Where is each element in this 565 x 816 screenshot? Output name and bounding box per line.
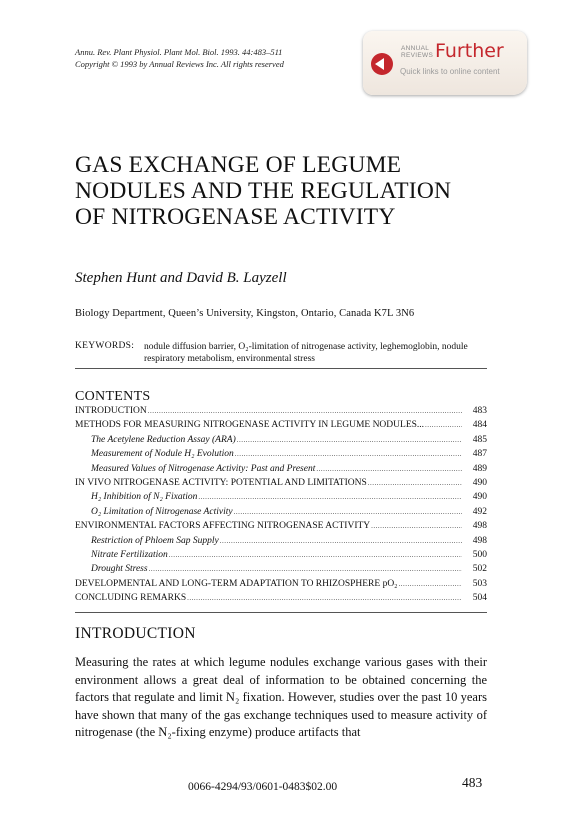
toc-item[interactable]: Restriction of Phloem Sap Supply ..... 498 [75, 536, 487, 550]
further-label: Further [435, 40, 504, 62]
toc-item[interactable]: Drought Stress ..... 502 [75, 564, 487, 578]
toc-item[interactable]: Measured Values of Nitrogenase Activity: Past and Present ..... 489 [75, 464, 487, 478]
toc-item[interactable]: INTRODUCTION ..... 483 [75, 406, 487, 420]
introduction-paragraph: Measuring the rates at which legume nodules exchange various gases with their environment allows a great deal of information to be obtained concerning the factors that regulate and limit N₂ fixation. However, studies over the past 10 years have shown that many of the gas exchange techniques used to measure activity of nitrogenase (the N₂-fixing enzyme) produce artifacts that [75, 655, 487, 740]
contents-heading: CONTENTS [75, 389, 151, 404]
further-badge[interactable] [363, 31, 527, 95]
toc-item[interactable]: CONCLUDING REMARKS ..... 504 [75, 593, 487, 607]
page-number: 483 [462, 775, 483, 790]
toc-item[interactable]: The Acetylene Reduction Assay (ARA) ..... 485 [75, 435, 487, 449]
keywords-divider [75, 368, 487, 369]
journal-citation: Annu. Rev. Plant Physiol. Plant Mol. Biol. 1993. 44:483–511 [75, 47, 283, 57]
journal-copyright: Copyright © 1993 by Annual Reviews Inc. All rights reserved [75, 59, 284, 69]
toc-item[interactable]: O₂ Limitation of Nitrogenase Activity ..... 492 [75, 507, 487, 521]
section-heading-introduction: INTRODUCTION [75, 625, 196, 642]
keywords-label: KEYWORDS: [75, 341, 135, 351]
toc-item[interactable]: METHODS FOR MEASURING NITROGENASE ACTIVITY IN LEGUME NODULES... ..... 484 [75, 420, 487, 434]
toc-item[interactable]: Nitrate Fertilization ..... 500 [75, 550, 487, 564]
toc-item[interactable]: Measurement of Nodule H₂ Evolution ..... 487 [75, 449, 487, 463]
further-subtitle: Quick links to online content [400, 67, 500, 76]
toc-item[interactable]: DEVELOPMENTAL AND LONG-TERM ADAPTATION TO RHIZOSPHERE pO₂ ..... 503 [75, 579, 487, 593]
authors: Stephen Hunt and David B. Layzell [75, 270, 287, 286]
keywords-text: nodule diffusion barrier, O₂-limitation of nitrogenase activity, leghemoglobin, nodule respiratory metabolism, environmental stress [144, 342, 468, 364]
annual-reviews-logo: ANNUAL REVIEWS [401, 45, 434, 59]
play-back-icon [371, 53, 393, 75]
toc-item[interactable]: ENVIRONMENTAL FACTORS AFFECTING NITROGENASE ACTIVITY ..... 498 [75, 521, 487, 535]
journal-header [75, 46, 284, 70]
table-of-contents [75, 406, 487, 607]
affiliation: Biology Department, Queen’s University, Kingston, Ontario, Canada K7L 3N6 [75, 308, 415, 319]
article-title: GAS EXCHANGE OF LEGUME NODULES AND THE REGULATION OF NITROGENASE ACTIVITY [75, 152, 452, 230]
issn-code: 0066-4294/93/0601-0483$02.00 [188, 781, 338, 793]
toc-item[interactable]: IN VIVO NITROGENASE ACTIVITY: POTENTIAL AND LIMITATIONS ..... 490 [75, 478, 487, 492]
contents-divider [75, 612, 487, 613]
toc-item[interactable]: H₂ Inhibition of N₂ Fixation ..... 490 [75, 492, 487, 506]
